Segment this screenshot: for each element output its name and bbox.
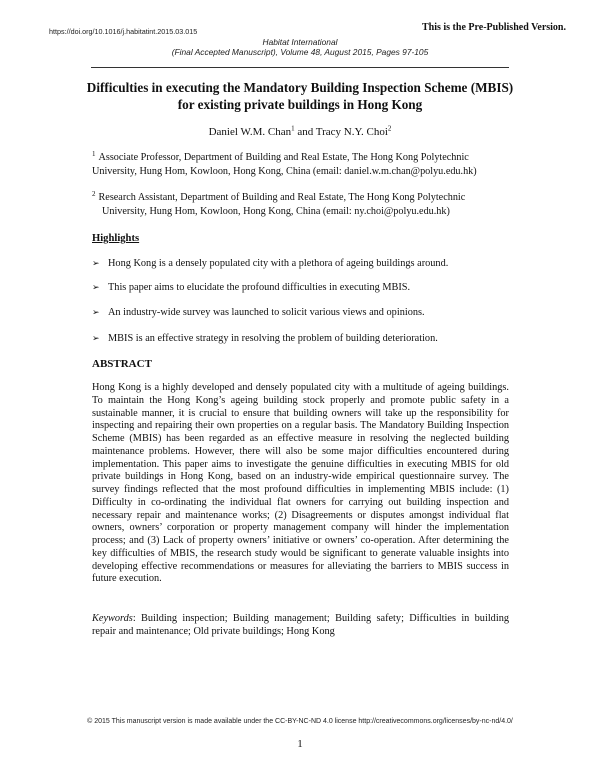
- page-number: 1: [297, 738, 303, 750]
- keywords: [92, 612, 509, 638]
- paper-title: Difficulties in executing the Mandatory Building Inspection Scheme (MBIS) for existing private buildings in Hong Kong: [86, 80, 514, 112]
- affiliation: [92, 151, 516, 178]
- highlights-heading: Highlights: [92, 233, 140, 244]
- author-name: Tracy N.Y. Choi: [315, 126, 388, 138]
- arrow-bullet-icon: ➢: [92, 333, 100, 343]
- journal-details: (Final Accepted Manuscript), Volume 48, August 2015, Pages 97-105: [171, 47, 429, 57]
- affiliation-mark: 1: [92, 149, 96, 158]
- abstract-text: Hong Kong is a highly developed and densely populated city with a multitude of ageing buildings. To maintain the Hong Kong’s ageing building stock properly and promote public safety in a sustainable manner, it is crucial to ensure that building owners will take up the responsibility for inspecting and repairing their own properties on a regular basis. The Mandatory Building Inspection Scheme (MBIS) has been regarded as an effective measure in resolving the neglected building maintenance problems. However, there will also be some major difficulties encountered during implementation. This paper aims to investigate the genuine difficulties in executing MBIS for old private buildings in Hong Kong, based on an industry-wide empirical questionnaire survey. The survey findings reflected that the most profound difficulties in implementing MBIS include: (1) Difficulty in co-ordinating the individual flat owners for carrying out building inspection and necessary repair and maintenance works; (2) Disagreements or disputes amongst individual flat owners, owners’ corporation or property management company will hinder the implementation process; and (3) Lack of property owners’ initiative or owners’ co-operation. After determining the key difficulties of MBIS, the research study would be significant to generate valuable insights into developing effective recommendations or measures for alleviating the barriers to MBIS success in future execution.: [92, 382, 509, 585]
- author-name: Daniel W.M. Chan: [208, 126, 292, 138]
- affiliation-line: Associate Professor, Department of Building and Real Estate, The Hong Kong Polytechnic: [98, 152, 469, 163]
- arrow-bullet-icon: ➢: [92, 307, 100, 317]
- affiliation-line: Research Assistant, Department of Building and Real Estate, The Hong Kong Polytechnic: [98, 192, 466, 203]
- highlight-item: [92, 282, 512, 293]
- author-separator: and: [294, 126, 316, 138]
- doi-link[interactable]: https://doi.org/10.1016/j.habitatint.2015.03.015: [49, 27, 198, 36]
- prepublished-notice: This is the Pre-Published Version.: [421, 22, 566, 33]
- highlight-text: MBIS is an effective strategy in resolving the problem of building deterioration.: [108, 333, 438, 344]
- highlight-item: [92, 333, 512, 344]
- author-affiliation-mark: 2: [387, 124, 392, 133]
- header-rule: [91, 67, 509, 68]
- abstract-heading: ABSTRACT: [92, 358, 152, 370]
- keywords-label: Keywords: [92, 613, 133, 624]
- affiliation: [92, 191, 516, 218]
- highlight-item: [92, 258, 512, 269]
- journal-name: Habitat International: [262, 37, 338, 47]
- affiliation-line: University, Hung Hom, Kowloon, Hong Kong, China (email: ny.choi@polyu.edu.hk): [102, 205, 450, 217]
- highlight-text: An industry-wide survey was launched to solicit various views and opinions.: [108, 307, 425, 318]
- arrow-bullet-icon: ➢: [92, 282, 100, 292]
- license-footer: © 2015 This manuscript version is made available under the CC-BY-NC-ND 4.0 license http://creativecommons.org/licenses/by-nc-nd/4.0/: [87, 718, 513, 725]
- arrow-bullet-icon: ➢: [92, 258, 100, 268]
- highlight-item: [92, 307, 512, 318]
- author-affiliation-mark: 1: [291, 124, 295, 133]
- journal-info: [0, 37, 600, 57]
- author-line: [0, 126, 600, 138]
- keywords-list: : Building inspection; Building management; Building safety; Difficulties in building repair and maintenance; Old private buildings; Hong Kong: [92, 613, 509, 637]
- highlight-text: Hong Kong is a densely populated city with a plethora of ageing buildings around.: [108, 258, 449, 269]
- highlight-text: This paper aims to elucidate the profound difficulties in executing MBIS.: [108, 282, 411, 293]
- affiliation-line: University, Hung Hom, Kowloon, Hong Kong, China (email: daniel.w.m.chan@polyu.edu.hk): [92, 165, 477, 177]
- affiliation-mark: 2: [92, 189, 96, 198]
